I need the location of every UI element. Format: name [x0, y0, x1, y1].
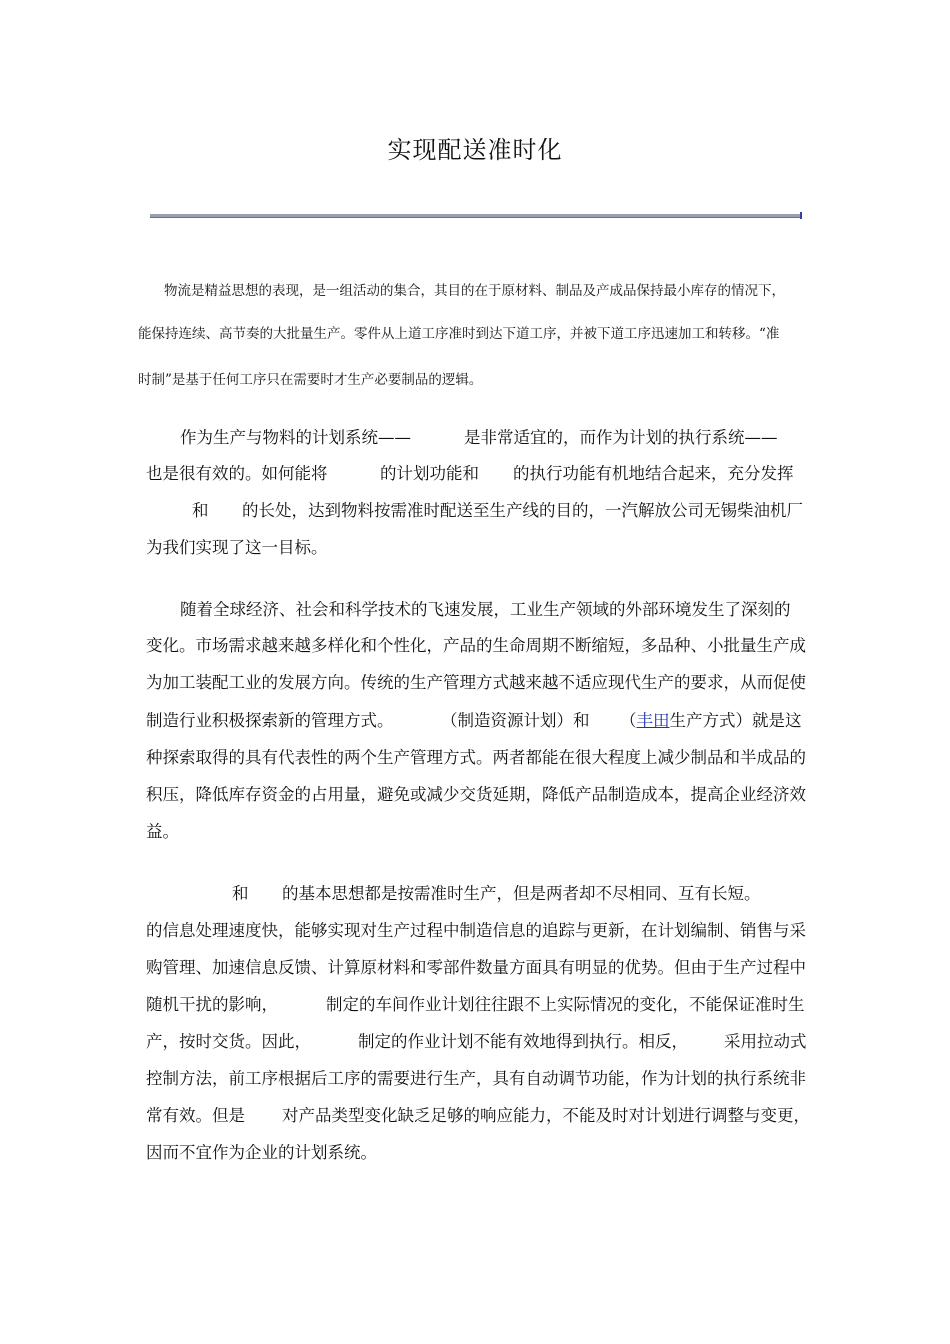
para4-line-3: 购管理、加速信息反馈、计算原材料和零部件数量方面具有明显的优势。但由于生产过程中: [146, 958, 806, 977]
para2-line-2c: 的执行功能有机地结合起来，充分发挥: [513, 464, 794, 483]
para3-line-4c: [620, 707, 802, 731]
para3-line-7: 益。: [146, 822, 179, 841]
para3-line-5: 种探索取得的具有代表性的两个生产管理方式。两者都能在很大程度上减少制品和半成品的: [146, 748, 806, 767]
para4-line-1a: 和: [232, 884, 249, 903]
para4-line-1b: 的基本思想都是按需准时生产，但是两者却不尽相同、互有长短。: [282, 884, 761, 903]
para4-line-2: 的信息处理速度快，能够实现对生产过程中制造信息的追踪与更新，在计划编制、销售与采: [146, 921, 806, 940]
para3-line-4d: 生产方式）就是这: [669, 711, 802, 730]
paren-open: （: [620, 711, 637, 730]
para1-line-1: 物流是精益思想的表现，是一组活动的集合，其目的在于原材料、制品及产成品保持最小库存的情况下，: [164, 283, 785, 299]
para4-line-5a: 产，按时交货。因此，: [146, 1032, 311, 1051]
para2-line-4: 为我们实现了这一目标。: [146, 538, 328, 557]
title-divider: [150, 214, 800, 218]
para2-line-2b: 的计划功能和: [380, 464, 479, 483]
para1-line-2: 能保持连续、高节奏的大批量生产。零件从上道工序准时到达下道工序，并被下道工序迅速加工和转移。“准: [138, 326, 780, 342]
para3-line-6: 积压，降低库存资金的占用量，避免或减少交货延期，降低产品制造成本，提高企业经济效: [146, 785, 806, 804]
para4-line-5b: 制定的作业计划不能有效地得到执行。相反，: [358, 1032, 688, 1051]
toyota-link[interactable]: 丰田: [636, 711, 670, 730]
para2-line-1a: 作为生产与物料的计划系统——: [180, 428, 411, 447]
para4-line-4b: 制定的车间作业计划往往跟不上实际情况的变化，不能保证准时生: [326, 995, 805, 1014]
para3-line-2: 变化。市场需求越来越多样化和个性化，产品的生命周期不断缩短，多品种、小批量生产成: [146, 636, 806, 655]
para2-line-2a: 也是很有效的。如何能将: [146, 464, 328, 483]
para2-line-3a: 和: [192, 501, 209, 520]
para3-line-1: 随着全球经济、社会和科学技术的飞速发展，工业生产领域的外部环境发生了深刻的: [180, 600, 791, 619]
para2-line-1b: 是非常适宜的，而作为计划的执行系统——: [464, 428, 778, 447]
para4-line-4a: 随机干扰的影响，: [146, 995, 278, 1014]
para2-line-3b: 的长处，达到物料按需准时配送至生产线的目的，一汽解放公司无锡柴油机厂: [242, 501, 803, 520]
para4-line-7a: 常有效。但是: [146, 1106, 245, 1125]
document-title: 实现配送准时化: [387, 136, 563, 164]
para4-line-5c: 采用拉动式: [724, 1032, 807, 1051]
title-divider-end: [800, 212, 802, 219]
para3-line-3: 为加工装配工业的发展方向。传统的生产管理方式越来越不适应现代生产的要求，从而促使: [146, 673, 806, 692]
para1-line-3: 时制”是基于任何工序只在需要时才生产必要制品的逻辑。: [138, 372, 483, 388]
para4-line-6: 控制方法，前工序根据后工序的需要进行生产，具有自动调节功能，作为计划的执行系统非: [146, 1069, 806, 1088]
para4-line-7b: 对产品类型变化缺乏足够的响应能力，不能及时对计划进行调整与变更，: [282, 1106, 810, 1125]
para3-line-4a: 制造行业积极探索新的管理方式。: [146, 711, 394, 730]
para3-line-4b: （制造资源计划）和: [441, 711, 590, 730]
para4-line-8: 因而不宜作为企业的计划系统。: [146, 1143, 377, 1162]
